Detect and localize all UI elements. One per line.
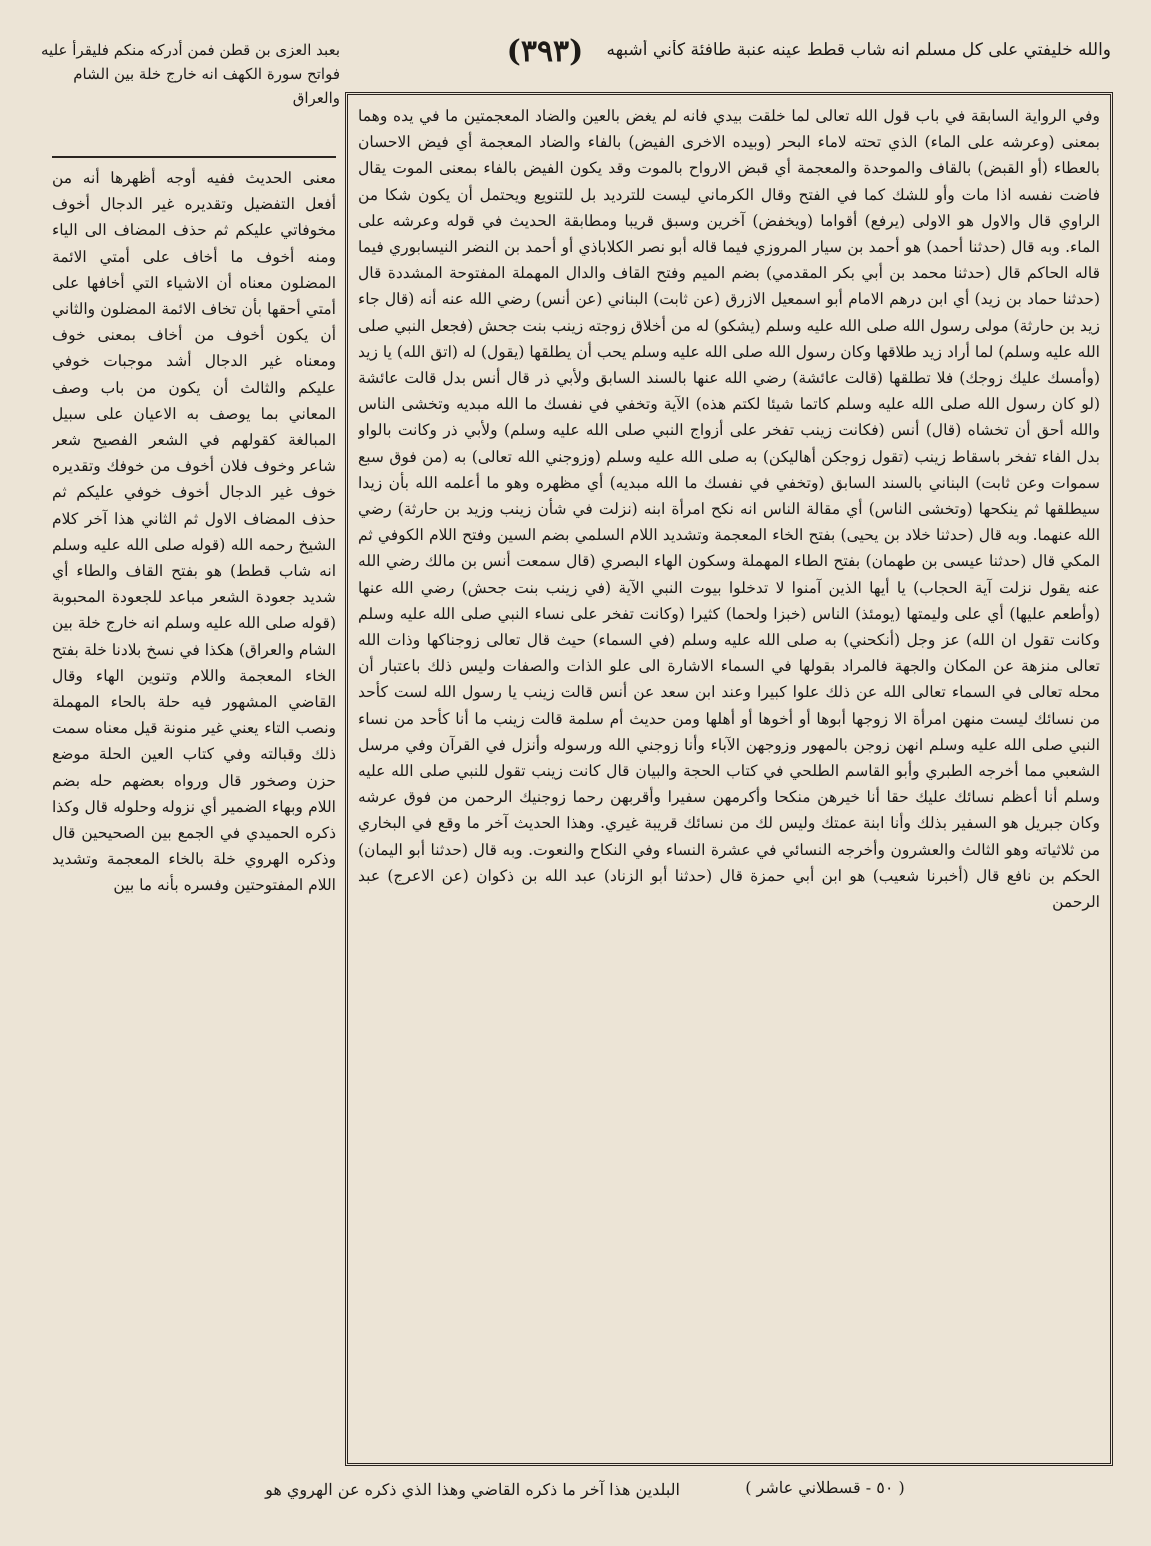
page-header xyxy=(40,34,1111,107)
main-text-frame xyxy=(345,92,1113,1466)
page-number: (٣٩٣) xyxy=(506,34,584,69)
side-column-text xyxy=(52,165,336,899)
main-paragraph: وفي الرواية السابقة في باب قول الله تعالى لما خلقت بيدي فانه لم يغض بالعين والضاد المعجمتين ما في يده وهما بمعنى (وعرشه على الماء) الذي تحته لاماء البحر (وبيده الاخرى الفيض) بالفاء والضاد المعجمة أي فيض الاحسان بالعطاء (أو القبض) بالقاف والموحدة والمعجمة أي قبض الارواح بالموت وقد يكون الفيض بالفاء بمعنى الموت يقال فاضت نفسه اذا مات وأو للشك كما في الفتح وقال الكرماني ليست للترديد بل للتنويع ويحتمل أن يكون شكا من الراوي قال والاول هو الاولى (يرفع) أقواما (ويخفض) آخرين وسبق قريبا ومطابقة الحديث في قوله وعرشه على الماء. وبه قال (حدثنا أحمد) هو أحمد بن سيار المروزي فيما قاله أبو نصر الكلاباذي أو أحمد بن النضر النيسابوري فيما قاله الحاكم قال (حدثنا محمد بن أبي بكر المقدمي) بضم الميم وفتح القاف والدال المهملة المفتوحة المشددة قال (حدثنا حماد بن زيد) أي ابن درهم الامام أبو اسمعيل الازرق (عن ثابت) البناني (عن أنس) رضي الله عنه أنه (قال جاء زيد بن حارثة) مولى رسول الله صلى الله عليه وسلم (يشكو) له من أخلاق زوجته زينب بنت جحش (فجعل النبي صلى الله عليه وسلم) لما أراد زيد طلاقها وكان رسول الله صلى الله عليه وسلم يحب أن يطلقها (يقول) له (اتق الله) يا زيد (وأمسك عليك زوجك) فلا تطلقها (قالت عائشة) رضي الله عنها بالسند السابق ولأبي ذر قال أنس بدل قالت عائشة (لو كان رسول الله صلى الله عليه وسلم كاتما شيئا لكتم هذه) الآية وتخفي في نفسك ما الله مبديه وتخشى الناس والله أحق أن تخشاه (قال) أنس (فكانت زينب تفخر على أزواج النبي صلى الله عليه وسلم) ولأبي ذر وكانت بالواو بدل الفاء تفخر باسقاط زينب (تقول زوجكن أهاليكن) به صلى الله عليه وسلم (وزوجني الله تعالى) به (من فوق سبع سموات وعن ثابت) البناني بالسند السابق (وتخفي في نفسك ما الله مبديه) أي مظهره وهو ما أعلمه الله بأن زيدا سيطلقها ثم ينكحها (وتخشى الناس) أي مقالة الناس انه نكح امرأة ابنه (نزلت في شأن زينب وزيد بن حارثة) رضي الله عنهما. وبه قال (حدثنا خلاد بن يحيى) بفتح الخاء المعجمة وتشديد اللام السلمي بضم السين وفتح اللام الكوفي ثم المكي قال (حدثنا عيسى بن طهمان) بفتح الطاء المهملة وسكون الهاء البصري (قال سمعت أنس بن مالك رضي الله عنه يقول نزلت آية الحجاب) يا أيها الذين آمنوا لا تدخلوا بيوت النبي الآية (في زينب بنت جحش) رضي الله عنها (وأطعم عليها) أي على وليمتها (يومئذ) الناس (خبزا ولحما) كثيرا (وكانت تفخر على نساء النبي صلى الله عليه وسلم وكانت تقول ان الله) عز وجل (أنكحني) به صلى الله عليه وسلم (في السماء) حيث قال تعالى زوجناكها وذات الله تعالى منزهة عن المكان والجهة فالمراد بقولها في السماء الاشارة الى علو الذات والصفات وليس ذلك باعتبار أن محله تعالى في السماء تعالى الله عن ذلك علوا كبيرا وعند ابن سعد عن أنس قالت زينب يا رسول الله لست كأحد من نسائك ليست منهن امرأة الا زوجها أبوها أو أخوها أو أهلها ومن حديث أم سلمة قالت زينب ما أنا كأحد من نساء النبي صلى الله عليه وسلم انهن زوجن بالمهور وزوجهن الآباء وأنا زوجني الله ورسوله وأنزل في القرآن وفي مرسل الشعبي مما أخرجه الطبري وأبو القاسم الطلحي في كتاب الحجة والبيان قال كانت زينب تقول للنبي صلى الله عليه وسلم أنا أعظم نسائك عليك حقا أنا خيرهن منكحا وأكرمهن سفيرا وأقربهن رحما زوجنيك الرحمن من فوق عرشه وكان جبريل هو السفير بذلك وأنا ابنة عمتك وليس لك من نسائك قريبة غيري. وهذا الحديث آخر ما وقع في البخاري من ثلاثياته وهو الثالث والعشرون وأخرجه النسائي في عشرة النساء وفي النكاح والنعوت. وبه قال (حدثنا أبو اليمان) الحكم بن نافع قال (أخبرنا شعيب) هو ابن أبي حمزة قال (حدثنا أبو الزناد) عبد الله بن ذكوان (عن الاعرج) عبد الرحمن xyxy=(358,107,1100,912)
side-column-divider xyxy=(52,156,336,158)
side-column xyxy=(52,165,336,1465)
footer-note: البلدين هذا آخر ما ذكره القاضي وهذا الذي ذكره عن الهروي هو xyxy=(265,1480,680,1499)
main-text xyxy=(358,103,1100,1455)
header-main-line: والله خليفتي على كل مسلم انه شاب قطط عينه عنبة طافئة كأني أشبهه xyxy=(606,40,1111,60)
volume-signature: ( ٥٠ - قسطلاني عاشر ) xyxy=(745,1478,905,1497)
header-side-note: بعبد العزى بن قطن فمن أدركه منكم فليقرأ عليه فواتح سورة الكهف انه خارج خلة بين الشام والعراق xyxy=(41,41,340,107)
page-footer xyxy=(40,1476,1111,1516)
side-paragraph: معنى الحديث ففيه أوجه أظهرها أنه من أفعل التفضيل وتقديره غير الدجال أخوف مخوفاتي عليكم ثم حذف المضاف الى الياء ومنه أخوف ما أخاف على أمتي الائمة المضلون معناه أن الاشياء التي أخافها على أمتي أحقها بأن تخاف الائمة المضلون والثاني أن يكون أخوف من أخاف بمعنى خوف ومعناه غير الدجال أشد موجبات خوفي عليكم والثالث أن يكون من باب وصف المعاني بما يوصف به الاعيان على سبيل المبالغة كقولهم في الشعر الفصيح شعر شاعر وخوف فلان أخوف من خوفك وتقديره خوف غير الدجال أخوف خوفي عليكم ثم حذف المضاف الاول ثم الثاني هذا آخر كلام الشيخ رحمه الله (قوله صلى الله عليه وسلم انه شاب قطط) هو بفتح القاف والطاء أي شديد جعودة الشعر مباعد للجعودة المحبوبة (قوله صلى الله عليه وسلم انه خارج خلة بين الشام والعراق) هكذا في نسخ بلادنا خلة بفتح الخاء المعجمة واللام وتنوين الهاء وقال القاضي المشهور فيه حلة بالحاء المهملة ونصب التاء يعني غير منونة قيل معناه سمت ذلك وقبالته وفي كتاب العين الحلة موضع حزن وصخور قال ورواه بعضهم حله بضم اللام وبهاء الضمير أي نزوله وحلوله قال وكذا ذكره الحميدي في الجمع بين الصحيحين قال وذكره الهروي خلة بالخاء المعجمة وتشديد اللام المفتوحتين وفسره بأنه ما بين xyxy=(52,169,336,895)
